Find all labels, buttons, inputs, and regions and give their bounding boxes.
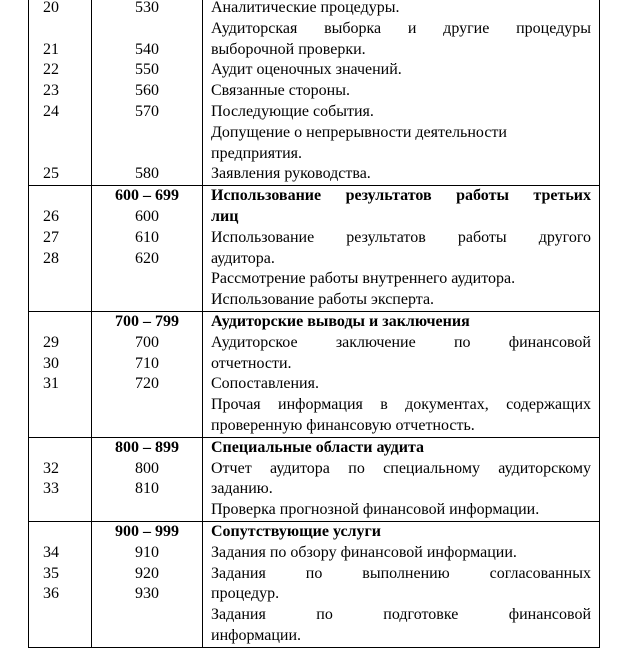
item-number xyxy=(43,19,91,40)
word: другого xyxy=(538,228,591,246)
description-cell xyxy=(203,437,600,521)
item-number: 22 xyxy=(43,61,59,79)
description-line: Аудит оценочных значений. xyxy=(211,61,402,79)
code-cell xyxy=(92,521,203,647)
code-cell xyxy=(92,437,203,521)
item-number xyxy=(43,416,91,437)
description-line: Аналитические процедуры. xyxy=(211,0,400,16)
title-word: Использование xyxy=(211,187,322,205)
description-line: проверенную финансовую отчетность. xyxy=(211,416,475,434)
item-code xyxy=(92,395,202,416)
description-line: Задания по обзору финансовой информации. xyxy=(211,543,517,561)
word: другие xyxy=(443,19,490,37)
section-title: Сопутствующие услуги xyxy=(211,522,382,540)
item-number xyxy=(43,144,91,165)
standards-table xyxy=(28,0,600,648)
item-code xyxy=(92,19,202,40)
item-number: 34 xyxy=(43,543,59,561)
title-word: третьих xyxy=(533,187,591,205)
word: Аудиторское xyxy=(211,333,298,351)
item-code: 710 xyxy=(135,354,159,372)
word: результатов xyxy=(346,228,426,246)
item-code: 700 xyxy=(135,333,159,351)
item-number: 23 xyxy=(43,82,59,100)
item-code: 810 xyxy=(135,480,159,498)
item-number xyxy=(43,123,91,144)
word: и xyxy=(407,19,417,37)
word: информация xyxy=(278,396,363,414)
section-range: 800 – 899 xyxy=(115,438,179,456)
description-line: Сопоставления. xyxy=(211,375,319,393)
item-code xyxy=(92,500,202,521)
word: аудитора xyxy=(270,459,330,477)
item-code: 720 xyxy=(135,375,159,393)
item-number xyxy=(43,500,91,521)
description-line: Заявления руководства. xyxy=(211,165,371,183)
item-code xyxy=(92,626,202,647)
word: документах, xyxy=(405,396,489,414)
item-number xyxy=(43,605,91,626)
word: Задания xyxy=(211,564,266,582)
item-code: 550 xyxy=(135,61,159,79)
description-line xyxy=(211,459,591,480)
item-code xyxy=(92,123,202,144)
word: заключение xyxy=(335,333,416,351)
title-word: результатов xyxy=(345,187,432,205)
description-line: информации. xyxy=(211,626,302,644)
description-line: Проверка прогнозной финансовой информации. xyxy=(211,501,540,519)
item-number: 21 xyxy=(43,40,59,58)
number-blank xyxy=(43,438,91,459)
description-line: аудитора. xyxy=(211,249,275,267)
item-number: 31 xyxy=(43,375,59,393)
item-number: 29 xyxy=(43,333,59,351)
word: специальному xyxy=(383,459,480,477)
description-line xyxy=(211,564,591,585)
description-line: предприятия. xyxy=(211,144,302,162)
description-cell xyxy=(203,521,600,647)
item-code xyxy=(92,416,202,437)
description-cell xyxy=(203,0,600,186)
description-line: Последующие события. xyxy=(211,102,374,120)
item-code xyxy=(92,290,202,311)
item-code: 920 xyxy=(135,564,159,582)
section-row xyxy=(29,0,600,186)
standards-table-body xyxy=(29,0,600,647)
word: Задания xyxy=(211,606,266,624)
item-number: 20 xyxy=(43,0,59,16)
section-row xyxy=(29,521,600,647)
description-line xyxy=(211,228,591,249)
item-code xyxy=(92,605,202,626)
number-blank xyxy=(43,312,91,333)
item-number: 30 xyxy=(43,354,59,372)
item-number xyxy=(43,290,91,311)
word: по xyxy=(305,564,323,582)
section-title-tail: лиц xyxy=(211,207,239,225)
number-cell xyxy=(29,521,92,647)
item-number: 27 xyxy=(43,228,59,246)
section-row xyxy=(29,311,600,437)
description-cell xyxy=(203,186,600,312)
section-range: 900 – 999 xyxy=(115,522,179,540)
word: по xyxy=(348,459,365,477)
number-blank xyxy=(43,522,91,543)
word: согласованных xyxy=(489,564,591,582)
description-line xyxy=(211,333,591,354)
word: Отчет xyxy=(211,459,252,477)
number-cell xyxy=(29,437,92,521)
item-code: 930 xyxy=(135,585,159,603)
item-code: 560 xyxy=(135,82,159,100)
code-cell xyxy=(92,311,203,437)
section-title xyxy=(211,186,591,207)
item-number: 26 xyxy=(43,207,59,225)
item-code: 620 xyxy=(135,249,159,267)
description-line: Допущение о непрерывности деятельности xyxy=(211,123,507,141)
section-row xyxy=(29,437,600,521)
description-line: выборочной проверки. xyxy=(211,40,366,58)
description-line xyxy=(211,19,591,40)
number-cell xyxy=(29,186,92,312)
word: Прочая xyxy=(211,396,261,414)
description-line: заданию. xyxy=(211,480,273,498)
section-title: Специальные области аудита xyxy=(211,438,425,456)
item-number: 36 xyxy=(43,585,59,603)
item-code: 570 xyxy=(135,102,159,120)
word: работы xyxy=(457,228,507,246)
section-title: Аудиторские выводы и заключения xyxy=(211,312,470,330)
code-cell xyxy=(92,0,203,186)
item-number: 24 xyxy=(43,102,59,120)
word: по xyxy=(453,333,471,351)
word: подготовке xyxy=(383,606,459,624)
item-code: 600 xyxy=(135,207,159,225)
description-line: Использование работы эксперта. xyxy=(211,291,435,309)
word: выборка xyxy=(324,19,382,37)
item-code xyxy=(92,269,202,290)
item-number: 25 xyxy=(43,165,59,183)
item-code xyxy=(92,144,202,165)
item-number: 32 xyxy=(43,459,59,477)
word: Использование xyxy=(211,228,315,246)
item-code: 610 xyxy=(135,228,159,246)
number-cell xyxy=(29,311,92,437)
item-code: 580 xyxy=(135,165,159,183)
description-line: Рассмотрение работы внутреннего аудитора. xyxy=(211,270,516,288)
item-code: 800 xyxy=(135,459,159,477)
description-line: отчетности. xyxy=(211,354,292,372)
section-row xyxy=(29,186,600,312)
section-range: 700 – 799 xyxy=(115,312,179,330)
item-number: 35 xyxy=(43,564,59,582)
item-number xyxy=(43,626,91,647)
item-code: 540 xyxy=(135,40,159,58)
item-number xyxy=(43,269,91,290)
word: содержащих xyxy=(506,396,591,414)
description-line: процедур. xyxy=(211,585,280,603)
word: Аудиторская xyxy=(211,19,298,37)
section-range: 600 – 699 xyxy=(115,187,179,205)
title-word: работы xyxy=(456,187,509,205)
description-line: Связанные стороны. xyxy=(211,82,350,100)
number-cell xyxy=(29,0,92,186)
word: выполнению xyxy=(362,564,450,582)
number-blank xyxy=(43,186,91,207)
description-line xyxy=(211,395,591,416)
item-code: 530 xyxy=(135,0,159,16)
word: аудиторскому xyxy=(498,459,591,477)
word: финансовой xyxy=(508,606,591,624)
item-number: 28 xyxy=(43,249,59,267)
item-number xyxy=(43,395,91,416)
word: в xyxy=(380,396,388,414)
item-code: 910 xyxy=(135,543,159,561)
item-number: 33 xyxy=(43,480,59,498)
word: процедуры xyxy=(516,19,591,37)
word: по xyxy=(316,606,333,624)
description-cell xyxy=(203,311,600,437)
code-cell xyxy=(92,186,203,312)
word: финансовой xyxy=(508,333,591,351)
description-line xyxy=(211,605,591,626)
